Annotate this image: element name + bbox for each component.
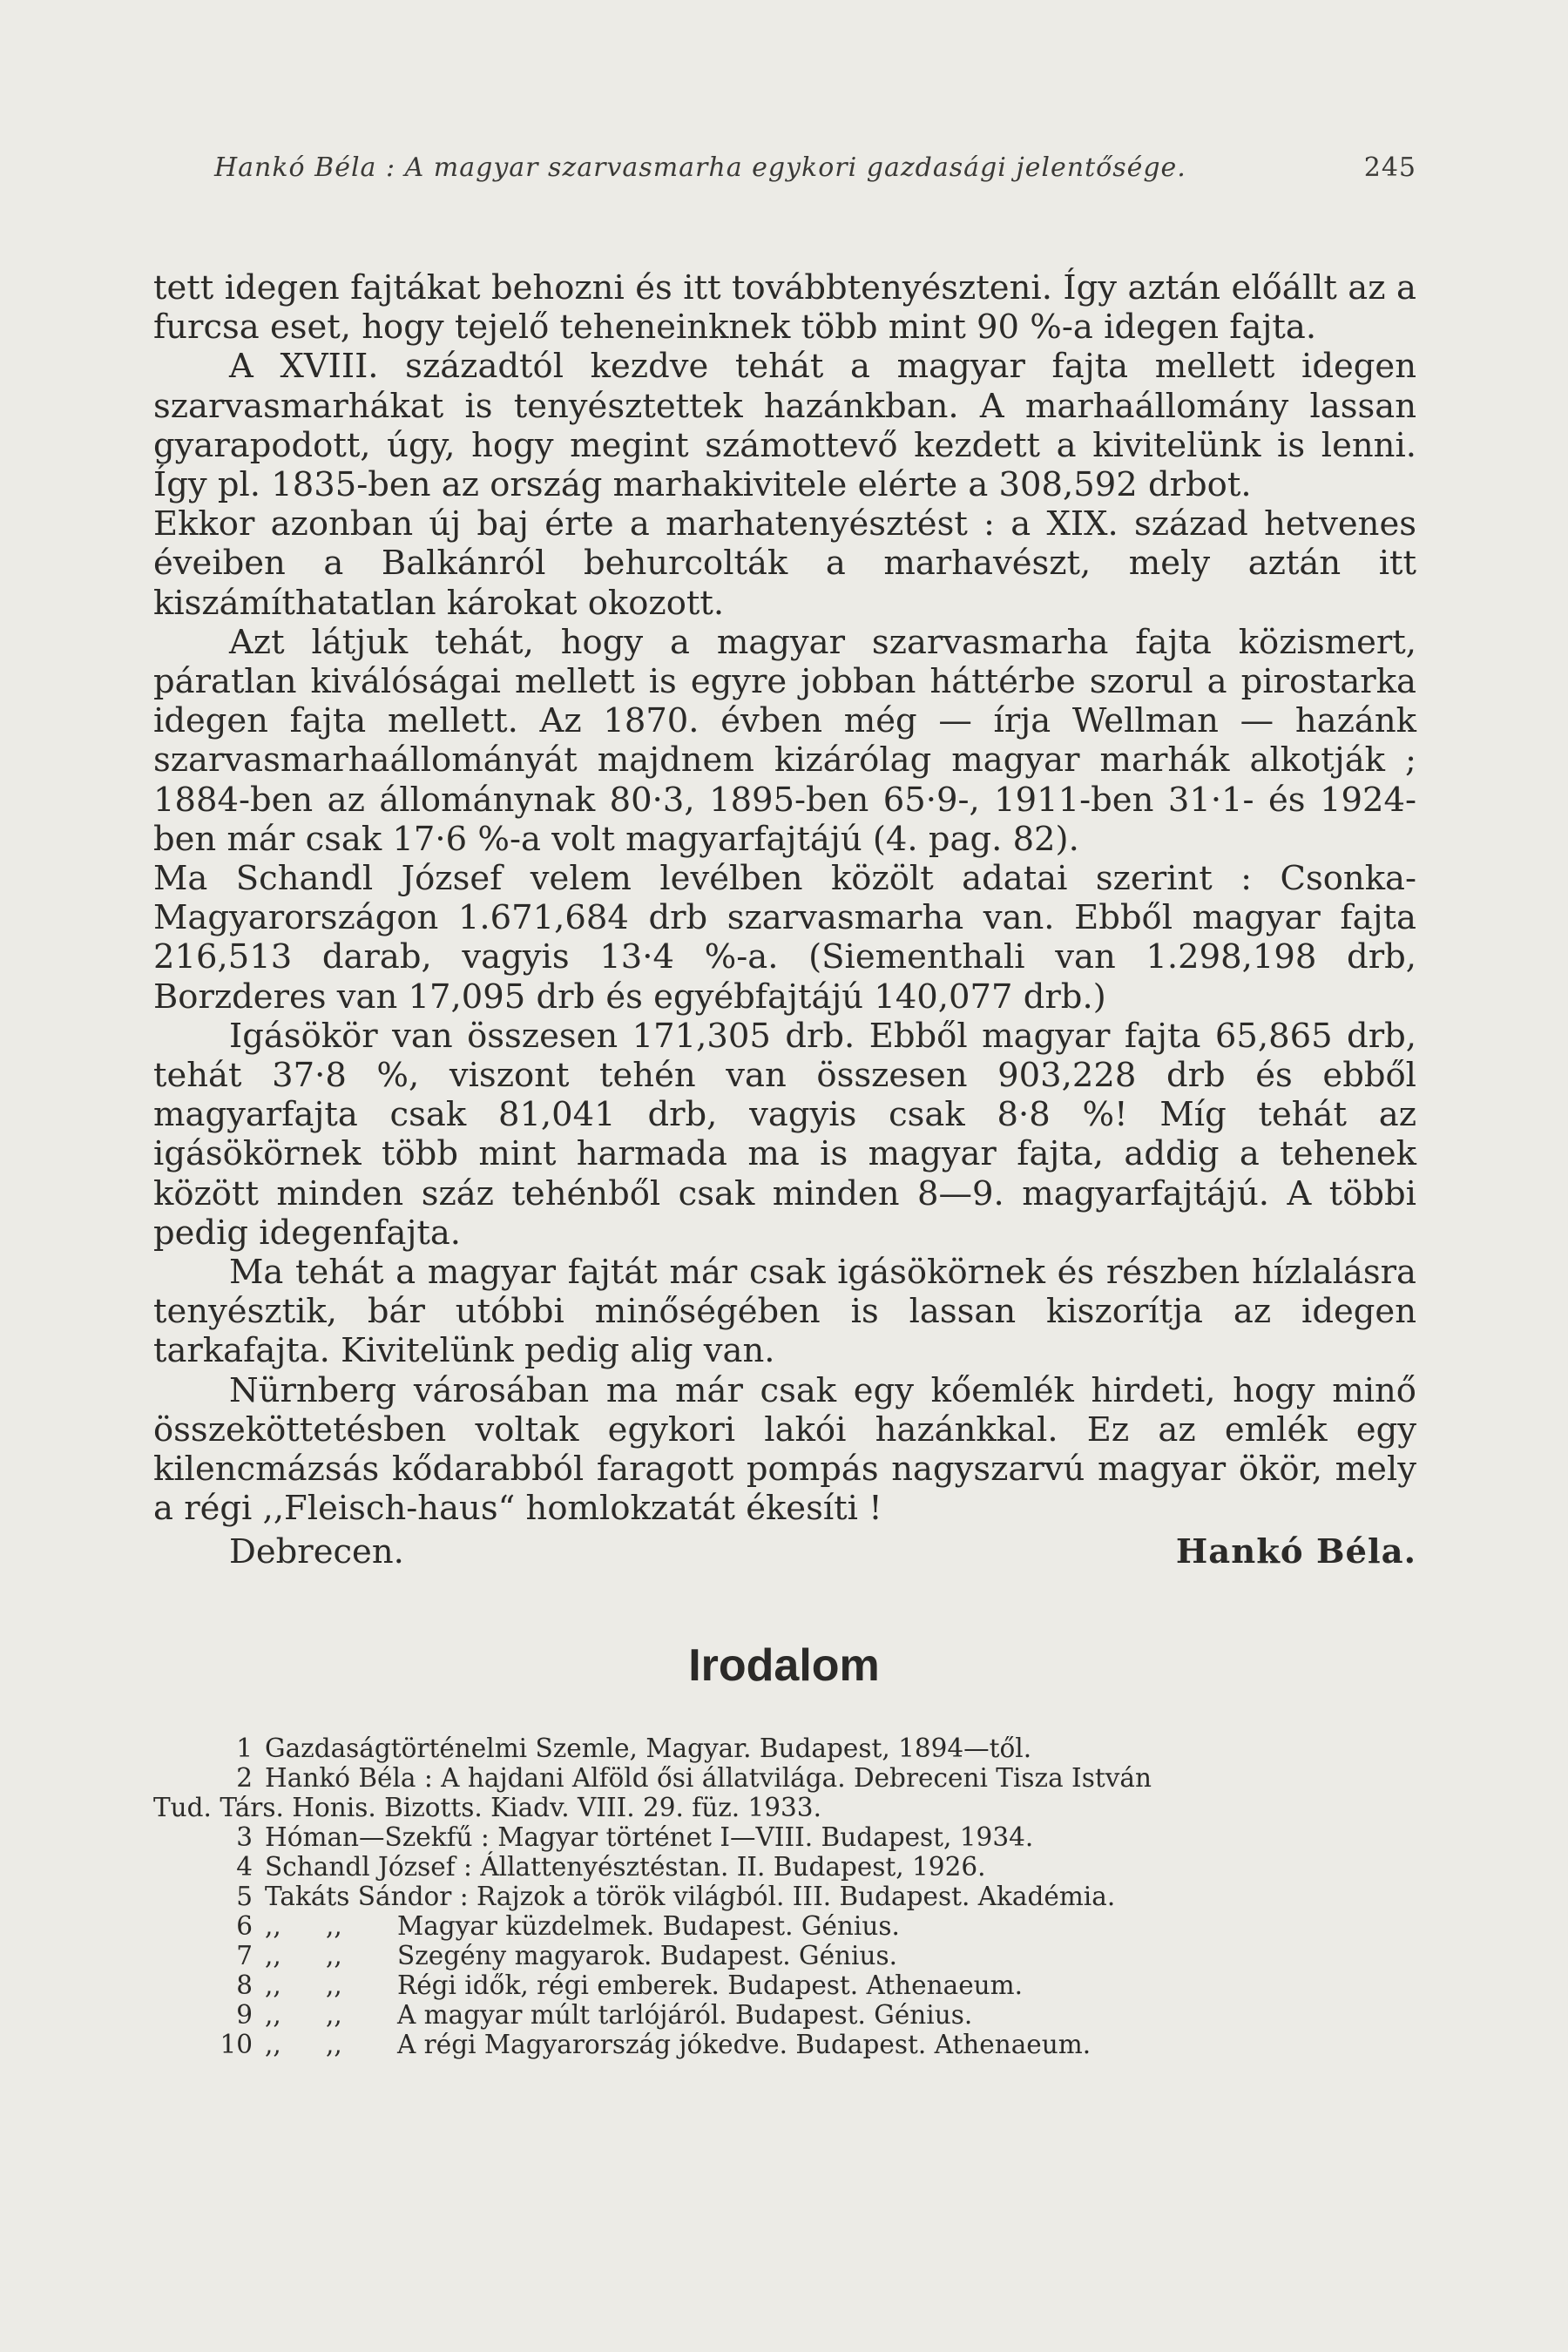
reference-text: Gazdaságtörténelmi Szemle, Magyar. Budapest, 1894—től. [265, 1734, 1032, 1763]
page-number: 245 [1363, 152, 1416, 183]
reference-item [153, 1763, 1416, 1793]
reference-text: Magyar küzdelmek. Budapest. Génius. [397, 1911, 900, 1941]
reference-text: Régi idők, régi emberek. Budapest. Athenaeum. [397, 1970, 1024, 2000]
reference-number: 4 [236, 1852, 253, 1882]
reference-item [153, 1852, 1416, 1882]
ditto-mark: ,, [265, 2000, 281, 2030]
literature-heading: Irodalom [688, 1640, 880, 1691]
paragraph: A XVIII. századtól kezdve tehát a magyar fajta mellett idegen szarvasmarhákat is tenyésztettek hazánkban. A marhaállomány lassan gyarapodott, úgy, hogy megint számottevő kezdett a kivitelünk is lenni. Így pl. 1835-ben az ország marhakivitele elérte a 308,592 drbot. [153, 347, 1416, 505]
ditto-mark: ,, [265, 2030, 281, 2059]
reference-number: 2 [236, 1763, 253, 1793]
signature-line [153, 1532, 1416, 1571]
reference-number: 9 [236, 2000, 253, 2030]
reference-entry [265, 2030, 1416, 2059]
place-date: Debrecen. [229, 1531, 404, 1571]
reference-item [153, 1882, 1416, 1911]
reference-item [153, 1911, 1416, 1941]
reference-number: 10 [220, 2030, 253, 2059]
reference-list [153, 1734, 1416, 2059]
reference-entry [265, 1941, 1416, 1970]
reference-item [153, 1941, 1416, 1970]
running-header [214, 152, 1416, 183]
ditto-mark: ,, [265, 1911, 281, 1941]
ditto-mark: ,, [265, 1970, 281, 2000]
paragraph: Ma Schandl József velem levélben közölt adatai szerint : Csonka-Magyarországon 1.671,684 drb szarvasmarha van. Ebből magyar fajta 216,513 darab, vagyis 13·4 %-a. (Siementhali van 1.298,198 drb, Borzderes van 17,095 drb és egyébfajtájú 140,077 drb.) [153, 859, 1416, 1017]
ditto-mark: ,, [265, 1941, 281, 1970]
reference-number: 3 [236, 1822, 253, 1852]
reference-text: Hankó Béla : A hajdani Alföld ősi állatvilága. Debreceni Tisza István [265, 1763, 1152, 1793]
reference-text: A régi Magyarország jókedve. Budapest. Athenaeum. [397, 2030, 1092, 2059]
ditto-mark: ,, [326, 1970, 342, 2000]
running-title: Hankó Béla : A magyar szarvasmarha egykori gazdasági jelentősége. [214, 152, 1186, 183]
reference-number: 1 [236, 1734, 253, 1763]
article-body [153, 268, 1416, 1571]
reference-text: Schandl József : Állattenyésztéstan. II. Budapest, 1926. [265, 1852, 986, 1882]
reference-number: 8 [236, 1970, 253, 2000]
author-signature: Hankó Béla. [1175, 1531, 1416, 1571]
reference-item [153, 1970, 1416, 2000]
reference-number: 5 [236, 1882, 253, 1911]
reference-number: 7 [236, 1941, 253, 1970]
reference-entry [265, 2000, 1416, 2030]
ditto-mark: ,, [326, 2030, 342, 2059]
ditto-mark: ,, [326, 2000, 342, 2030]
paragraph: Ekkor azonban új baj érte a marhatenyésztést : a XIX. század hetvenes éveiben a Balkánról behurcolták a marhavészt, mely aztán itt kiszámíthatatlan károkat okozott. [153, 504, 1416, 623]
reference-text: Szegény magyarok. Budapest. Génius. [397, 1941, 897, 1970]
paragraph: Ma tehát a magyar fajtát már csak igásökörnek és részben hízlalásra tenyésztik, bár utóbbi minőségében is lassan kiszorítja az idegen tarkafajta. Kivitelünk pedig alig van. [153, 1253, 1416, 1371]
reference-continuation: Tud. Társ. Honis. Bizotts. Kiadv. VIII. 29. füz. 1933. [153, 1793, 821, 1822]
reference-number: 6 [236, 1911, 253, 1941]
ditto-mark: ,, [326, 1911, 342, 1941]
reference-item [153, 1822, 1416, 1852]
reference-text: A magyar múlt tarlójáról. Budapest. Génius. [397, 2000, 973, 2030]
paragraph: Azt látjuk tehát, hogy a magyar szarvasmarha fajta közismert, páratlan kiválóságai mellett is egyre jobban háttérbe szorul a pirostarka idegen fajta mellett. Az 1870. évben még — írja Wellman — hazánk szarvasmarhaállományát majdnem kizárólag magyar marhák alkotják ; 1884-ben az állománynak 80·3, 1895-ben 65·9-, 1911-ben 31·1- és 1924-ben már csak 17·6 %-a volt magyarfajtájú (4. pag. 82). [153, 622, 1416, 859]
reference-entry [265, 1970, 1416, 2000]
paragraph: tett idegen fajtákat behozni és itt továbbtenyészteni. Így aztán előállt az a furcsa eset, hogy tejelő teheneinknek több mint 90 %-a idegen fajta. [153, 268, 1416, 348]
reference-item [153, 2000, 1416, 2030]
paragraph: Igásökör van összesen 171,305 drb. Ebből magyar fajta 65,865 drb, tehát 37·8 %, viszont tehén van összesen 903,228 drb és ebből magyarfajta csak 81,041 drb, vagyis csak 8·8 %! Míg tehát az igásökörnek több mint harmada ma is magyar fajta, addig a tehenek között minden száz tehénből csak minden 8—9. magyarfajtájú. A többi pedig idegenfajta. [153, 1016, 1416, 1253]
paragraph: Nürnberg városában ma már csak egy kőemlék hirdeti, hogy minő összeköttetésben voltak egykori lakói hazánkkal. Ez az emlék egy kilencmázsás kődarabból faragott pompás nagyszarvú magyar ökör, mely a régi ,,Fleisch-haus“ homlokzatát ékesíti ! [153, 1370, 1416, 1529]
reference-item [153, 1734, 1416, 1763]
ditto-mark: ,, [326, 1941, 342, 1970]
reference-text: Takáts Sándor : Rajzok a török világból. III. Budapest. Akadémia. [265, 1882, 1116, 1911]
reference-entry [265, 1911, 1416, 1941]
reference-text: Hóman—Szekfű : Magyar történet I—VIII. Budapest, 1934. [265, 1822, 1034, 1852]
reference-item [153, 2030, 1416, 2059]
